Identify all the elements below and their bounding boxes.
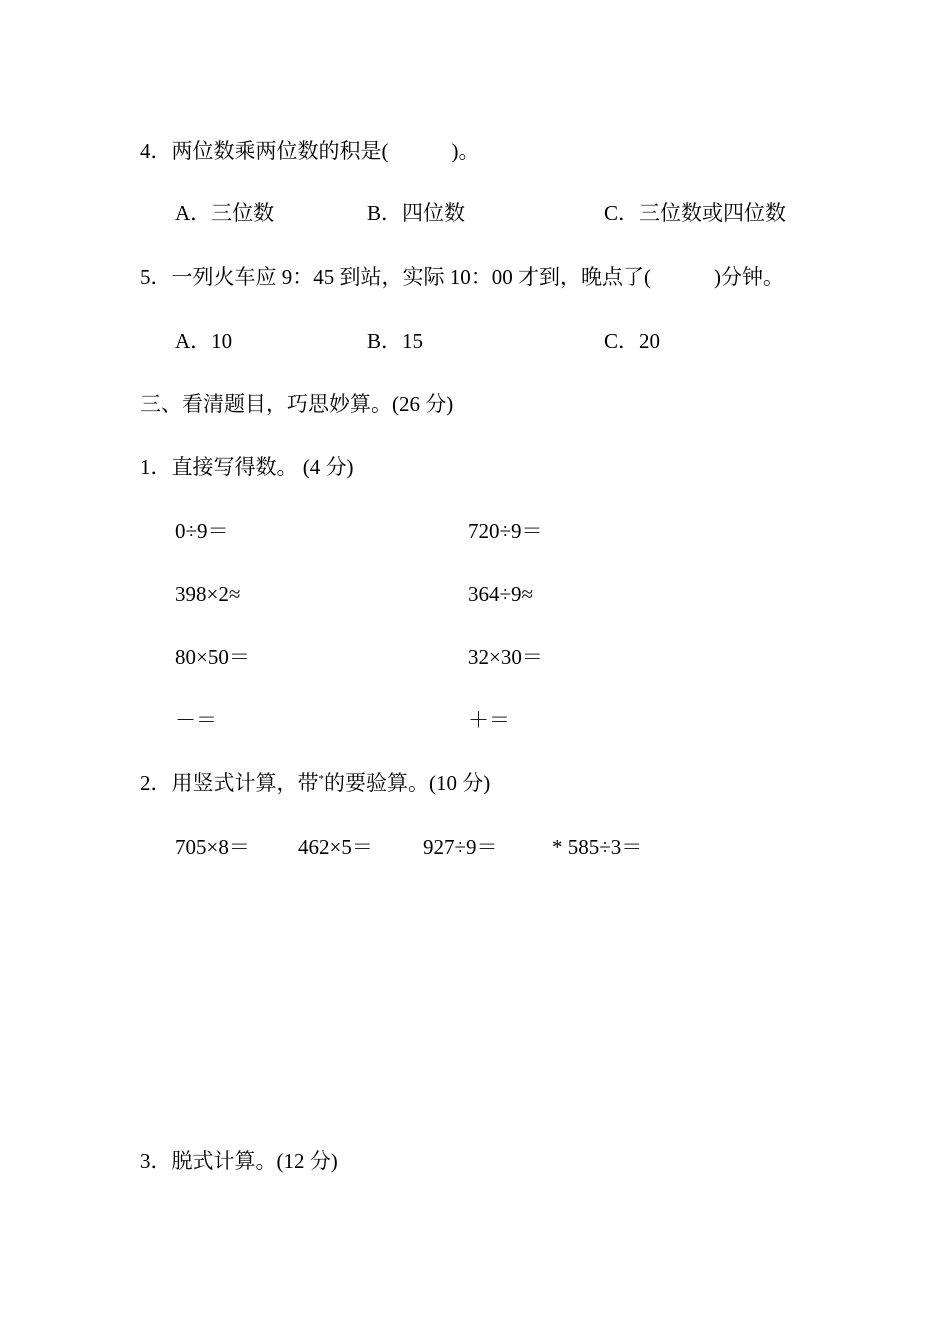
calc-right-4: ＋＝ — [468, 708, 510, 732]
section-3-title: 三、看清题目，巧思妙算。(26 分) — [140, 392, 454, 416]
part-2-title — [140, 770, 490, 796]
calc-left-2: 398×2≈ — [175, 582, 241, 606]
question-5-option-a: A．10 — [175, 329, 233, 353]
calc-left-4: －＝ — [175, 708, 217, 732]
question-4-option-b: B．四位数 — [367, 201, 466, 225]
question-5-option-c: C．20 — [604, 329, 661, 353]
calc-right-2: 364÷9≈ — [468, 582, 534, 606]
vertical-calc-3: 927÷9＝ — [423, 835, 498, 859]
vertical-calc-1: 705×8＝ — [175, 835, 250, 859]
question-4-option-a: A．三位数 — [175, 201, 275, 225]
vertical-calc-2: 462×5＝ — [298, 835, 373, 859]
part-3-title: 3．脱式计算。(12 分) — [140, 1149, 338, 1173]
part-2-title-before: 2．用竖式计算，带 — [140, 771, 319, 795]
question-4-stem: 4．两位数乘两位数的积是( )。 — [140, 139, 480, 163]
calc-left-3: 80×50＝ — [175, 645, 250, 669]
vertical-calc-4: * 585÷3＝ — [552, 835, 643, 859]
calc-left-1: 0÷9＝ — [175, 519, 229, 543]
calc-right-1: 720÷9＝ — [468, 519, 543, 543]
part-2-title-after: 的要验算。(10 分) — [324, 771, 491, 795]
question-5-stem: 5．一列火车应 9：45 到站，实际 10：00 才到，晚点了( )分钟。 — [140, 265, 784, 289]
asterisk-mark: * — [318, 773, 324, 785]
question-4-option-c: C．三位数或四位数 — [604, 201, 787, 225]
question-5-option-b: B．15 — [367, 329, 424, 353]
part-1-title: 1．直接写得数。 (4 分) — [140, 455, 354, 479]
calc-right-3: 32×30＝ — [468, 645, 543, 669]
